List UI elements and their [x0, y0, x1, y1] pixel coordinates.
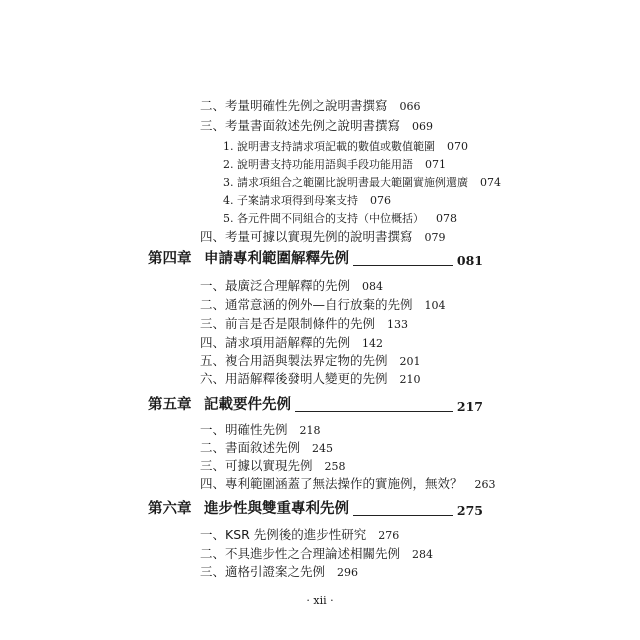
toc-entry-title: 三、前言是否是限制條件的先例 — [200, 316, 376, 331]
toc-subentry-page: 074 — [480, 176, 501, 189]
toc-entry-page: 296 — [337, 566, 359, 579]
toc-entry-page: 258 — [324, 460, 346, 473]
toc-entry-title: 三、可據以實現先例 — [200, 458, 313, 473]
toc-subentry-page: 071 — [425, 158, 446, 171]
chapter-title: 申請專利範圍解釋先例 — [204, 250, 349, 267]
toc-entry — [200, 315, 408, 331]
chapter-page: 275 — [456, 503, 483, 518]
toc-entry-title: 六、用語解釋後發明人變更的先例 — [200, 371, 388, 386]
toc-entry — [200, 277, 383, 293]
toc-subentry-title: 5. 各元件間不同組合的支持（中位概括） — [223, 212, 424, 225]
chapter-leader-rule — [353, 265, 453, 266]
chapter-number: 第六章 — [148, 500, 192, 517]
toc-entry — [200, 352, 421, 368]
chapter-leader-rule — [295, 411, 453, 412]
toc-subentry-title: 2. 說明書支持功能用語與手段功能用語 — [223, 158, 413, 171]
toc-entry-title: 三、適格引證案之先例 — [200, 564, 326, 579]
toc-subentry-page: 070 — [447, 140, 468, 153]
toc-subentry — [223, 209, 457, 225]
toc-entry — [200, 370, 421, 386]
chapter-page: 217 — [456, 399, 483, 414]
toc-entry — [200, 296, 446, 312]
toc-entry-page: 284 — [412, 548, 434, 561]
toc-entry — [200, 457, 346, 473]
toc-entry-title: 五、複合用語與製法界定物的先例 — [200, 353, 388, 368]
chapter-heading — [148, 500, 483, 518]
toc-entry-page: 142 — [362, 337, 384, 350]
toc-entry — [200, 475, 496, 491]
toc-entry-title: 二、考量明確性先例之說明書撰寫 — [200, 98, 388, 113]
toc-entry — [200, 439, 333, 455]
toc-entry — [200, 334, 383, 350]
chapter-number: 第四章 — [148, 250, 192, 267]
toc-entry — [200, 526, 399, 542]
toc-subentry — [223, 137, 468, 153]
chapter-page: 081 — [456, 253, 483, 268]
toc-entry-title: 四、請求項用語解釋的先例 — [200, 335, 351, 350]
toc-subentry — [223, 191, 391, 207]
toc-entry-page: 210 — [399, 373, 421, 386]
toc-entry — [200, 117, 433, 133]
toc-subentry-title: 1. 說明書支持請求項記載的數值或數值範圍 — [223, 140, 435, 153]
toc-entry-title: 一、最廣泛合理解釋的先例 — [200, 278, 351, 293]
toc-entry-title: 二、不具進步性之合理論述相關先例 — [200, 546, 401, 561]
chapter-number: 第五章 — [148, 396, 192, 413]
page-number: · xii · — [306, 594, 334, 607]
toc-entry-page: 133 — [387, 318, 409, 331]
toc-subentry — [223, 155, 446, 171]
chapter-leader-rule — [353, 515, 453, 516]
toc-entry-title: 三、考量書面敘述先例之說明書撰寫 — [200, 118, 401, 133]
toc-entry-title: 四、考量可據以實現先例的說明書撰寫 — [200, 229, 413, 244]
toc-entry-page: 218 — [299, 424, 321, 437]
toc-entry-page: 079 — [424, 231, 446, 244]
toc-subentry-title: 3. 請求項組合之範圍比說明書最大範圍實施例還廣 — [223, 176, 468, 189]
toc-entry — [200, 421, 321, 437]
toc-subentry — [223, 173, 501, 189]
chapter-heading — [148, 250, 483, 268]
toc-entry-page: 084 — [362, 280, 384, 293]
toc-entry-title: 一、KSR 先例後的進步性研究 — [200, 527, 367, 542]
toc-entry-page: 276 — [378, 529, 400, 542]
chapter-title: 記載要件先例 — [204, 396, 291, 413]
toc-entry — [200, 563, 358, 579]
toc-entry — [200, 228, 446, 244]
toc-entry-page: 201 — [399, 355, 421, 368]
toc-subentry-title: 4. 子案請求項得到母案支持 — [223, 194, 358, 207]
toc-entry-title: 二、通常意涵的例外—自行放棄的先例 — [200, 297, 413, 312]
toc-entry-title: 四、專利範圍涵蓋了無法操作的實施例，無效？ — [200, 476, 463, 491]
toc-entry-title: 二、書面敘述先例 — [200, 440, 301, 455]
toc-subentry-page: 078 — [436, 212, 457, 225]
chapter-title: 進步性與雙重專利先例 — [204, 500, 349, 517]
toc-subentry-page: 076 — [370, 194, 391, 207]
toc-entry-title: 一、明確性先例 — [200, 422, 288, 437]
toc-entry-page: 066 — [399, 100, 421, 113]
toc-entry-page: 263 — [474, 478, 496, 491]
chapter-heading — [148, 396, 483, 414]
toc-entry-page: 245 — [312, 442, 334, 455]
toc-entry — [200, 97, 421, 113]
toc-entry-page: 069 — [412, 120, 434, 133]
toc-entry — [200, 545, 433, 561]
toc-entry-page: 104 — [424, 299, 446, 312]
